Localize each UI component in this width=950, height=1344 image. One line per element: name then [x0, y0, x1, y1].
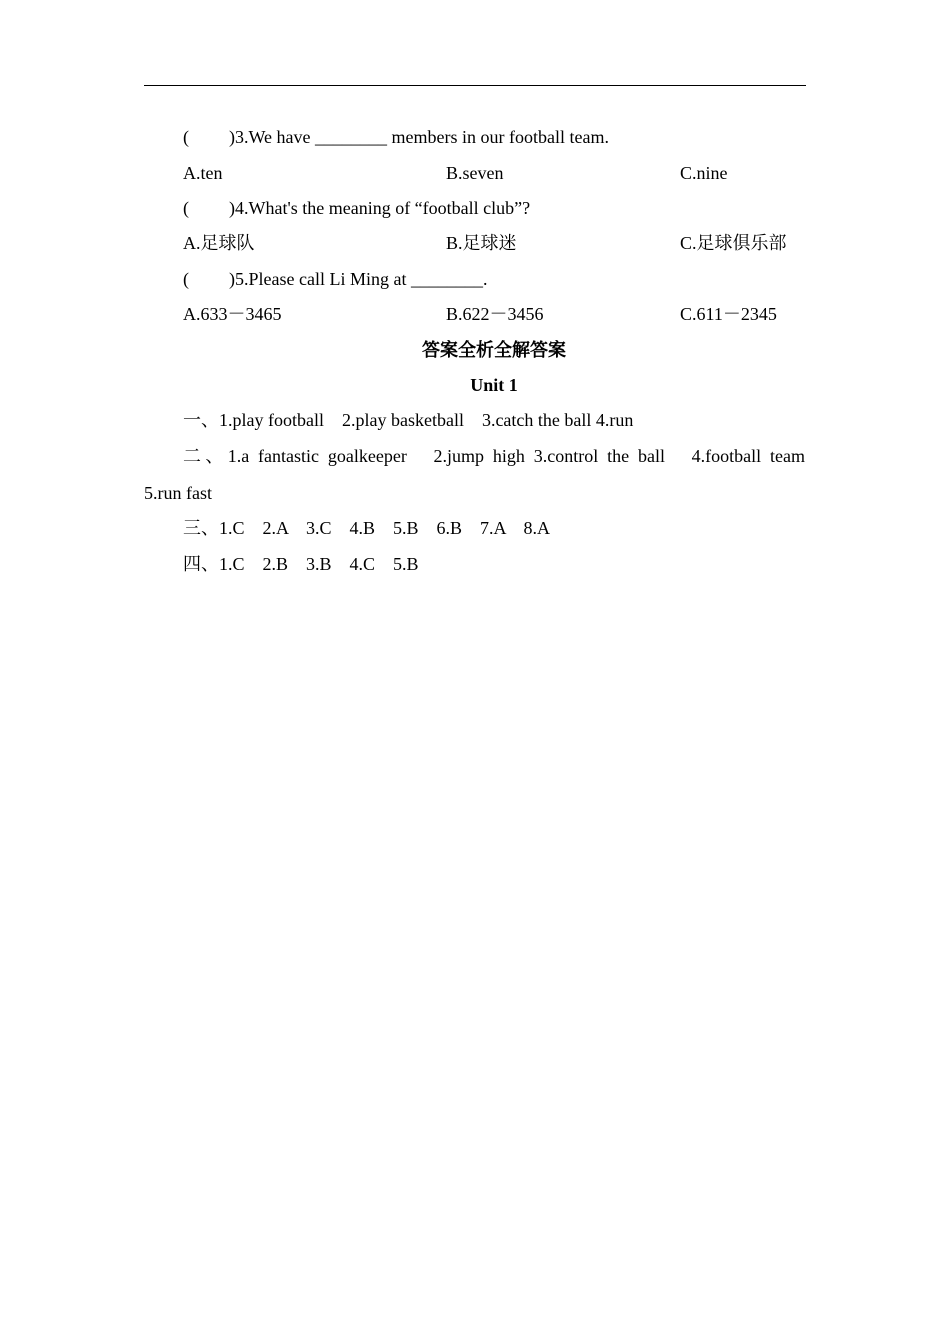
option-c: C.611－2345 — [680, 304, 777, 324]
answer-section-4: 四、1.C 2.B 3.B 4.C 5.B — [183, 554, 419, 574]
answer-paren: ( — [183, 269, 189, 289]
answer-section-1: 一、1.play football 2.play basketball 3.catch the ball 4.run — [183, 410, 634, 430]
option-b: B.622－3456 — [446, 304, 544, 324]
option-c: C.nine — [680, 163, 728, 183]
answer-section-2-continued: 5.run fast — [144, 483, 212, 503]
answer-paren: ( — [183, 198, 189, 218]
question-text: )4.What's the meaning of “football club”? — [229, 198, 531, 218]
option-a: A.足球队 — [183, 233, 255, 253]
question-4 — [183, 197, 530, 219]
answer-section-2: 二、1.a fantastic goalkeeper 2.jump high 3.control the ball 4.football team — [183, 446, 805, 466]
answer-section-3: 三、1.C 2.A 3.C 4.B 5.B 6.B 7.A 8.A — [183, 518, 551, 538]
question-5 — [183, 268, 487, 290]
question-text: )5.Please call Li Ming at ________. — [229, 269, 488, 289]
question-text: )3.We have ________ members in our football team. — [229, 127, 609, 147]
option-b: B.seven — [446, 163, 504, 183]
header-rule — [144, 85, 806, 86]
unit-title: Unit 1 — [470, 375, 518, 395]
answers-heading: 答案全析全解答案 — [422, 340, 566, 360]
question-3 — [183, 126, 609, 148]
answer-paren: ( — [183, 127, 189, 147]
option-a: A.633－3465 — [183, 304, 282, 324]
option-b: B.足球迷 — [446, 233, 517, 253]
option-c: C.足球俱乐部 — [680, 233, 787, 253]
option-a: A.ten — [183, 163, 223, 183]
